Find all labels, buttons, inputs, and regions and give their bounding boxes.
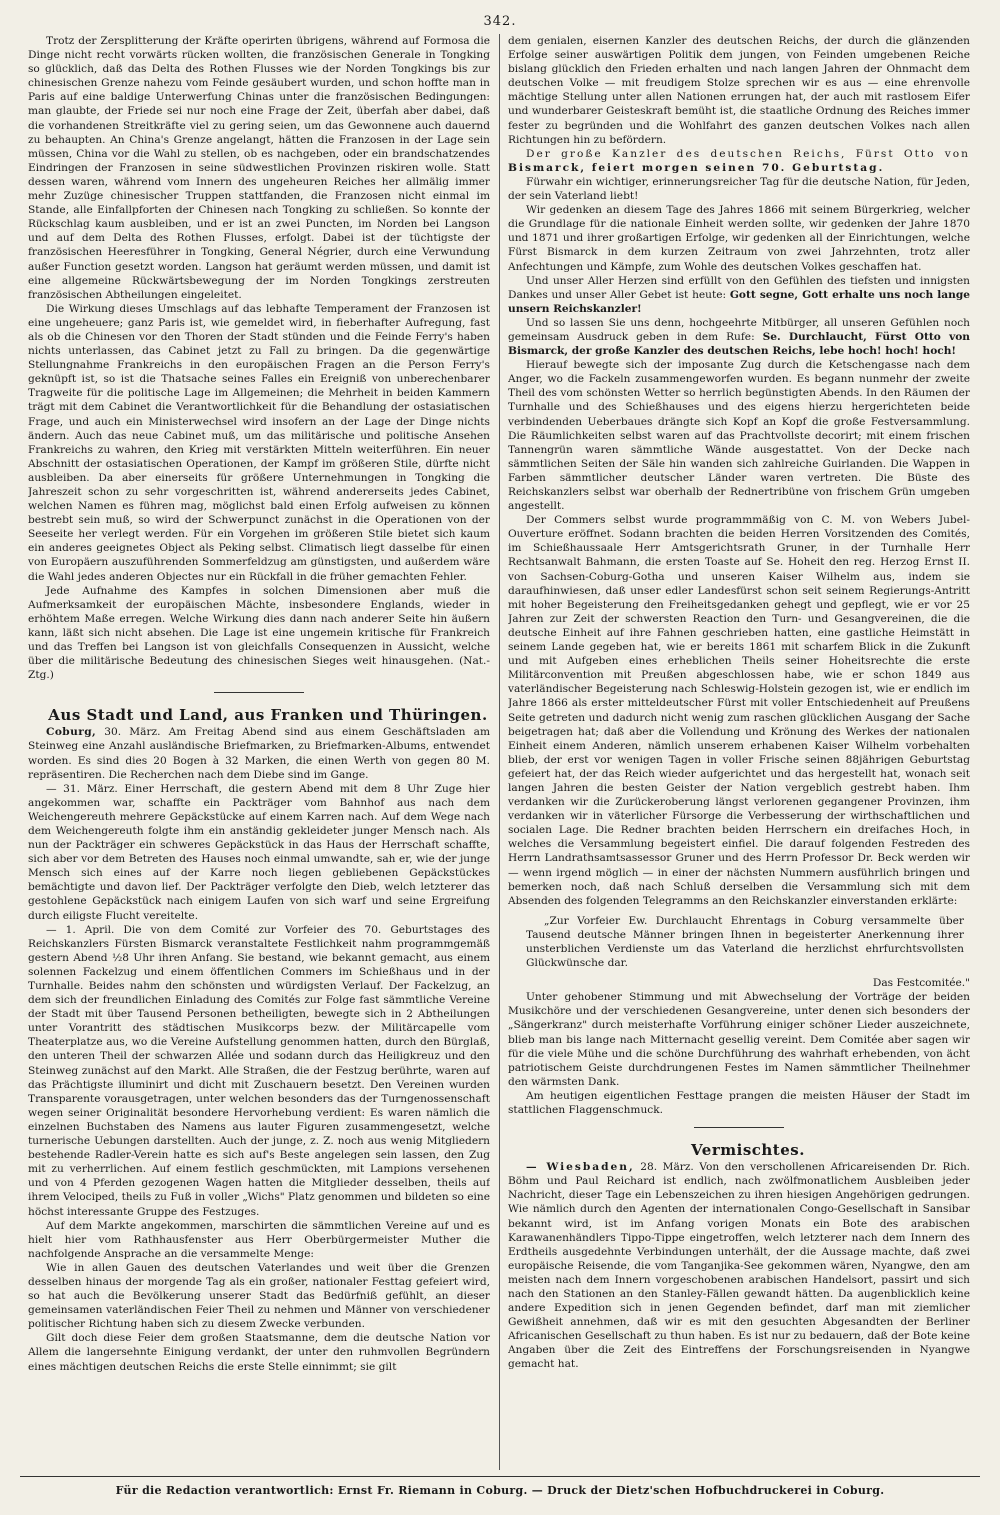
section-heading-local-news: Aus Stadt und Land, aus Franken und Thüringen. <box>48 706 488 725</box>
news-item-text: 30. März. Am Freitag Abend sind aus einem Geschäftsladen am Steinweg eine Anzahl ausländische Briefmarken, zu Briefmarken-Albums, entwendet worden. Es sind dies 20 Bogen à 32 Marken, die einen Werth von gegen 80 M. repräsentiren. Die Recherchen nach dem Diebe sind im Gange. <box>28 726 490 781</box>
news-item-wiesbaden <box>508 1160 970 1371</box>
article-paragraph: Die Wirkung dieses Umschlags auf das lebhafte Temperament der Franzosen ist eine ungeheuere; ganz Paris ist, wie gemeldet wird, in fieberhafter Aufregung, fast als ob die Chinesen vor den Thoren der Stadt stünden und die Feinde Ferry's haben nichts unterlassen, das Cabinet jetzt zu Fall zu bringen. Da die gegenwärtige Stellungnahme Frankreichs in den europäischen Fragen an die Person Ferry's geknüpft ist, so ist die Thatsache seines Falles ein Ereigniß von unberechenbarer Tragweite für die politische Lage im Allgemeinen; die Mehrheit in beiden Kammern trägt mit dem Cabinet die Verantwortlichkeit für die Behandlung der ostasiatischen Frage, und auch ein Ministerwechsel wird insofern an der Lage der Dinge nichts ändern. Auch das neue Cabinet muß, um das militärische und politische Ansehen Frankreichs zu wahren, den Krieg mit verstärkten Mitteln weiterführen. Ein neuer Abschnitt der ostasiatischen Operationen, der Kampf im größeren Stile, dürfte nicht ausbleiben. Da aber einerseits für größere Unternehmungen in Tongking die Jahreszeit schon zu sehr vorgeschritten ist, während andererseits jedes Cabinet, welchen Namen es führen mag, möglichst bald einen Erfolg aufweisen zu können bestrebt sein muß, so wird der Schwerpunct zunächst in die Operationen von der Seeseite her verlegt werden. Für ein Vorgehen im größeren Stile bietet sich kaum ein anderes geeignetes Object als Peking selbst. Climatisch liegt dasselbe für einen von Europäern auszuführenden Sommerfeldzug am günstigsten, und außerdem wäre die Wahl jedes anderen Objectes nur ein Rückfall in die früher gemachten Fehler. <box>28 302 490 583</box>
telegram-signature: Das Festcomitée." <box>872 977 970 990</box>
news-item-coburg <box>28 725 490 781</box>
speech-emphasis: Se. Durchlaucht, Fürst Otto von Bismarck, der große Kanzler des deutschen Reichs, lebe hoch! hoch! hoch! <box>508 330 970 358</box>
article-paragraph: Jede Aufnahme des Kampfes in solchen Dimensionen aber muß die Aufmerksamkeit der europäischen Mächte, insbesondere Englands, wieder in erhöhtem Maße erregen. Welche Wirkung dies dann nach anderer Seite hin äußern kann, läßt sich nicht absehen. Die Lage ist eine ungemein kritische für Frankreich und das Treffen bei Langson ist von gleichfalls Consequenzen in Aussicht, welche über die militärische Bedeutung des chinesischen Sieges weit hinausgehen. (Nat.-Ztg.) <box>28 584 490 682</box>
imprint-footer: Für die Redaction verantwortlich: Ernst Fr. Riemann in Coburg. — Druck der Dietz'schen Hofbuchdruckerei in Coburg. <box>115 1484 885 1497</box>
article-paragraph: Der Commers selbst wurde programmmäßig von C. M. von Webers Jubel-Ouverture eröffnet. Sodann brachten die beiden Herren Vorsitzenden des Comités, im Schießhaussaale Herr Amtsgerichtsrath Gruner, in der Turnhalle Herr Rechtsanwalt Bahmann, die ersten Toaste auf Se. Hoheit den reg. Herzog Ernst II. von Sachsen-Coburg-Gotha und unseren Kaiser Wilhelm aus, indem sie daraufhinwiesen, daß unser edler Landesfürst schon seit seinem Regierungs-Antritt mit hoher Begeisterung den Freiheitsgedanken gehegt und gepflegt, wie er vor 25 Jahren zur Zeit der schwersten Reaction den Turn- und Gesangvereinen, die die deutsche Einheit auf ihre Fahnen geschrieben hatten, eine gastliche Heimstätt in seinem Lande gegeben hat, wie er bereits 1861 mit scharfem Blick in die Zukunft und mit Aufgeben eines erheblichen Theils seiner Hoheitsrechte die erste Militärconvention mit Preußen abgeschlossen habe, wie er schon 1849 aus vaterländischer Begeisterung nach Schleswig-Holstein gezogen ist, wie er endlich im Jahre 1866 als erster mitteldeutscher Fürst mit voller Entschiedenheit auf Preußens Seite getreten und dadurch nicht wenig zum raschen glücklichen Ausgang der Sache beigetragen hat; daß aber die Vollendung und Krönung des Werkes der nationalen Einheit einem Anderen, nämlich unserem erhabenen Kaiser Wilhelm vorbehalten blieb, der erst vor wenigen Tagen in voller Frische seinen 88jährigen Geburtstag gefeiert hat, der das Reich wieder aufgerichtet und das hergestellt hat, wonach seit langen Jahren die besten Geister der Nation vergeblich gestrebt haben. Ihm verdanken wir die Zurückeroberung längst verlorenen gegangener Provinzen, ihm verdanken wir in väterlicher Fürsorge die Verbesserung der wirthschaftlichen und socialen Lage. Die Redner brachten beiden Herrschern ein dreifaches Hoch, in welches die Versammlung begeistert einfiel. Die darauf folgenden Festreden des Herrn Landrathsamtsassessor Gruner und des Herrn Professor Dr. Beck werden wir — wenn irgend möglich — in einer der nächsten Nummern ausführlich bringen und bemerken noch, daß nach Schluß derselben die Versammlung sich mit dem Absenden des folgenden Telegramms an den Reichskanzler einverstanden erklärte: <box>508 514 970 907</box>
speech-paragraph <box>508 316 970 358</box>
section-divider <box>694 1127 784 1128</box>
right-column <box>508 34 970 1474</box>
speech-paragraph <box>508 274 970 316</box>
speech-paragraph: Gilt doch diese Feier dem großen Staatsmanne, dem die deutsche Nation vor Allem die langersehnte Einigung verdankt, der unter den ruhmvollen Begründern eines mächtigen deutschen Reichs die erste Stelle einnimmt; sie gilt <box>28 1332 490 1373</box>
article-paragraph: Am heutigen eigentlichen Festtage prangen die meisten Häuser der Stadt im stattlichen Flaggenschmuck. <box>508 1089 970 1117</box>
article-paragraph: Hierauf bewegte sich der imposante Zug durch die Ketschengasse nach dem Anger, wo die Fackeln zusammengeworfen wurden. Es begann nunmehr der zweite Theil des vom schönsten Wetter so herrlich begünstigten Abends. In den Räumen der Turnhalle und des Schießhauses und des eigens hierzu hergerichteten beide verbindenden Ueberbaues drängte sich Kopf an Kopf die große Festversammlung. Die Räumlichkeiten selbst waren auf das Prachtvollste decorirt; mit einem frischen Tannengrün waren sämmtliche Wände ausgestattet. Von der Decke nach sämmtlichen Seiten der Säle hin wanden sich zahlreiche Guirlanden. Die Wappen in Farben sämmtlicher deutscher Länder waren vertreten. Die Büste des Reichskanzlers selbst war oberhalb der Rednertribüne von frischem Grün umgeben angestellt. <box>508 359 970 513</box>
dateline: — Wiesbaden, <box>526 1161 635 1174</box>
speech-paragraph: Wir gedenken an diesem Tage des Jahres 1866 mit seinem Bürgerkrieg, welcher die Grundlage für die nationale Einheit werden sollte, wir gedenken der Jahre 1870 und 1871 und ihrer großartigen Erfolge, wir gedenken all der Einrichtungen, welche Fürst Bismarck in dem kurzen Zeitraum von zwei Jahrzehnten, trotz aller Anfechtungen und Kämpfe, zum Wohle des deutschen Volkes geschaffen hat. <box>508 204 970 273</box>
news-item: — 1. April. Die von dem Comité zur Vorfeier des 70. Geburtstages des Reichskanzlers Fürsten Bismarck veranstaltete Festlichkeit nahm programmgemäß gestern Abend ½8 Uhr ihren Anfang. Sie bestand, wie bekannt gemacht, aus einem solennen Fackelzug und einem öffentlichen Commers im Schießhaus und in der Turnhalle. Beides nahm den schönsten und würdigsten Verlauf. Der Fackelzug, an dem sich der freundlichen Einladung des Comités zur Folge fast sämmtliche Vereine der Stadt mit über Tausend Personen betheiligten, bewegte sich in 2 Abtheilungen unter Vorantritt des städtischen Musikcorps bezw. der Militärcapelle vom Theaterplatze aus, wo die Vereine Aufstellung genommen hatten, durch den Bürglaß, den unteren Theil der schwarzen Allée und sodann durch das Heiligkreuz und den Steinweg zunächst auf den Markt. Alle Straßen, die der Festzug berührte, waren auf das Prächtigste illuminirt und dicht mit Zuschauern besetzt. Den Vereinen wurden Transparente vorausgetragen, unter welchen besonders das der Turngenossenschaft wegen seiner Originalität besondere Hervorhebung verdient: Es waren nämlich die einzelnen Buchstaben des Namens aus lauter Figuren zusammengesetzt, welche turnerische Uebungen darstellten. Auch der junge, z. Z. noch aus wenig Mitgliedern bestehende Radler-Verein hatte es sich auf's Beste angelegen sein lassen, den Zug mit zu verherrlichen. Auf einem festlich geschmückten, mit Lampions versehenen und von 4 Pferden gezogenen Wagen hatten die Mitglieder desselben, theils auf ihrem Velociped, theils zu Fuß in voller „Wichs" Platz genommen und bildeten so eine höchst interessante Gruppe des Festzuges. <box>28 923 490 1218</box>
speech-paragraph: Wie in allen Gauen des deutschen Vaterlandes und weit über die Grenzen desselben hinaus der morgende Tag als ein großer, nationaler Festtag gefeiert wird, so hat auch die Bevölkerung unserer Stadt das Bedürfniß gefühlt, an dieser gemeinsamen vaterländischen Feier Theil zu nehmen und Männer von verschiedener politischer Richtung haben sich zu diesem Zwecke verbunden. <box>28 1261 490 1331</box>
section-divider <box>214 692 304 693</box>
speech-text: Und so lassen Sie uns denn, hochgeehrte Mitbürger, all unseren Gefühlen noch gemeinsam Ausdruck geben in dem Rufe: <box>508 316 970 343</box>
dateline: Coburg, <box>46 726 97 739</box>
article-paragraph: Auf dem Markte angekommen, marschirten die sämmtlichen Vereine auf und es hielt hier vom Rathhausfenster aus Herr Oberbürgermeister Muther die nachfolgende Ansprache an die versammelte Menge: <box>28 1219 490 1260</box>
speech-emphasis: Gott segne, Gott erhalte uns noch lange unsern Reichskanzler! <box>508 288 970 315</box>
news-item: — 31. März. Einer Herrschaft, die gestern Abend mit dem 8 Uhr Zuge hier angekommen war, schaffte ein Packträger vom Bahnhof aus nach dem Weichengereuth mehrere Gepäckstücke auf einem Karren nach. Auf dem Wege nach dem Weichengereuth folgte ihm ein anständig gekleideter junger Mensch nach. Als nun der Packträger ein schweres Gepäckstück in das Haus der Herrschaft schaffte, sich aber vor dem Betreten des Hauses noch einmal umwandte, sah er, wie der junge Mensch sich eines auf der Karre noch liegen gebliebenen Gepäckstückes bemächtigte und davon lief. Der Packträger verfolgte den Dieb, welch letzterer das gestohlene Gepäckstück nach einigem Laufen von sich warf und seine Ergreifung durch eiligste Flucht vereitelte. <box>28 782 490 922</box>
speech-text: Und unser Aller Herzen sind erfüllt von den Gefühlen des tiefsten und innigsten Dankes und unser Aller Gebet ist heute: <box>508 274 970 301</box>
news-item-text: 28. März. Von den verschollenen Africareisenden Dr. Rich. Böhm und Paul Reichard ist endlich, nach zwölfmonatlichem Ausbleiben jeder Nachricht, dieser Tage ein Lebenszeichen zu ihren hiesigen Angehörigen gedrungen. Wie nämlich durch den Agenten der internationalen Congo-Gesellschaft in Sansibar bekannt wird, ist im Anfang vorigen Monats ein Bote des arabischen Karawanenhändlers Tippo-Tippe eingetroffen, welch letzterer nach dem Innern des Erdtheils ausgedehnte Verbindungen unterhält, der die Aussage machte, daß zwei europäische Reisende, die vom Tanganjika-See gekommen wären, Nyangwe, den am meisten nach dem Innern vorgeschobenen arabischen Handelsort, passirt und sich nach den Stationen an den Stanley-Fällen gewandt hätten. Da augenblicklich keine andere Expedition sich in jenen Gegenden befindet, darf man mit ziemlicher Gewißheit annehmen, daß wir es mit den gesuchten Abgesandten der Berliner Africanischen Gesellschaft zu thun haben. Es ist nur zu bedauern, daß der Bote keine Angaben über die Zeit des Eintreffens der Forschungsreisenden in Nyangwe gemacht hat. <box>508 1161 970 1371</box>
column-divider <box>499 34 500 1470</box>
page-number: 342. <box>483 14 517 29</box>
article-paragraph: Trotz der Zersplitterung der Kräfte operirten übrigens, während auf Formosa die Dinge nicht recht vorwärts rücken wollten, die französischen Generale in Tongking so glücklich, daß das Delta des Rothen Flusses wie der Norden Tongkings bis zur chinesischen Grenze nahezu vom Feinde gesäubert wurden, und schon hoffte man in Paris auf eine baldige Unterwerfung Chinas unter die französischen Bedingungen: man glaubte, der Friede sei nur noch eine Frage der Zeit, überfah aber dabei, daß die vorhandenen Streitkräfte viel zu gering seien, um das Gewonnene auch dauernd zu behaupten. An China's Grenze angelangt, hätten die Franzosen in der Lage sein müssen, China vor die Wahl zu stellen, ob es nachgeben, oder ein brandschatzendes Eindringen der Franzosen in seine südwestlichen Provinzen riskiren wolle. Statt dessen waren, während vom Innern des ungeheuren Reiches her allmälig immer mehr Zuzüge chinesischer Truppen stattfanden, die Franzosen nicht einmal im Stande, alle Einfallpforten der Chinesen nach Tongking zu schließen. So konnte der Rückschlag kaum ausbleiben, und er ist an zwei Puncten, im Norden bei Langson und auf dem Delta des Rothen Flusses, erfolgt. Dabei ist der tüchtigste der französischen Heeresführer in Tongking, General Négrier, durch eine Verwundung außer Function gesetzt worden. Langson hat geräumt werden müssen, und damit ist eine allgemeine Rückwärtsbewegung der im Norden Tongkings zerstreuten französischen Abtheilungen eingeleitet. <box>28 35 490 301</box>
telegram-quote: „Zur Vorfeier Ew. Durchlaucht Ehrentags in Coburg versammelte über Tausend deutsche Männer bringen Ihnen in begeisterter Anerkennung ihrer unsterblichen Verdienste um das Vaterland die herzlichst ehrfurchtsvollsten Glückwünsche dar. <box>526 914 964 970</box>
speech-text: Der große Kanzler des deutschen Reichs, Fürst Otto von <box>526 147 970 160</box>
footer-divider <box>20 1476 980 1477</box>
left-column <box>28 34 490 1474</box>
speech-paragraph: dem genialen, eisernen Kanzler des deutschen Reichs, der durch die glänzenden Erfolge seiner auswärtigen Politik dem jungen, von Feinden umgebenen Reiche bislang glücklich den Frieden erhalten und nach langen Jahren der Ohnmacht dem deutschen Volke — mit freudigem Stolze sprechen wir es aus — eine ehrenvolle mächtige Stellung unter allen Nationen errungen hat, der auch mit rastlosem Eifer und wunderbarer Geisteskraft bemüht ist, die staatliche Ordnung des Reiches immer fester zu begründen und die Wohlfahrt des ganzen deutschen Volkes nach allen Richtungen hin zu befördern. <box>508 35 970 146</box>
article-paragraph: Unter gehobener Stimmung und mit Abwechselung der Vorträge der beiden Musikchöre und der verschiedenen Gesangvereine, unter denen sich besonders der „Sängerkranz" durch meisterhafte Vorführung einiger schöner Lieder auszeichnete, blieb man bis lange nach Mitternacht gesellig vereint. Dem Comitée aber sagen wir für die viele Mühe und die schöne Durchführung des wahrhaft erhebenden, von ächt patriotischem Geiste durchdrungenen Festes im Namen sämmtlicher Theilnehmer den wärmsten Dank. <box>508 991 970 1088</box>
speech-paragraph: Fürwahr ein wichtiger, erinnerungsreicher Tag für die deutsche Nation, für Jeden, der sein Vaterland liebt! <box>508 175 970 203</box>
section-heading-miscellaneous: Vermischtes. <box>691 1141 805 1160</box>
speech-paragraph <box>508 147 970 175</box>
speech-emphasis: Bismarck, feiert morgen seinen 70. Geburtstag. <box>508 161 885 174</box>
